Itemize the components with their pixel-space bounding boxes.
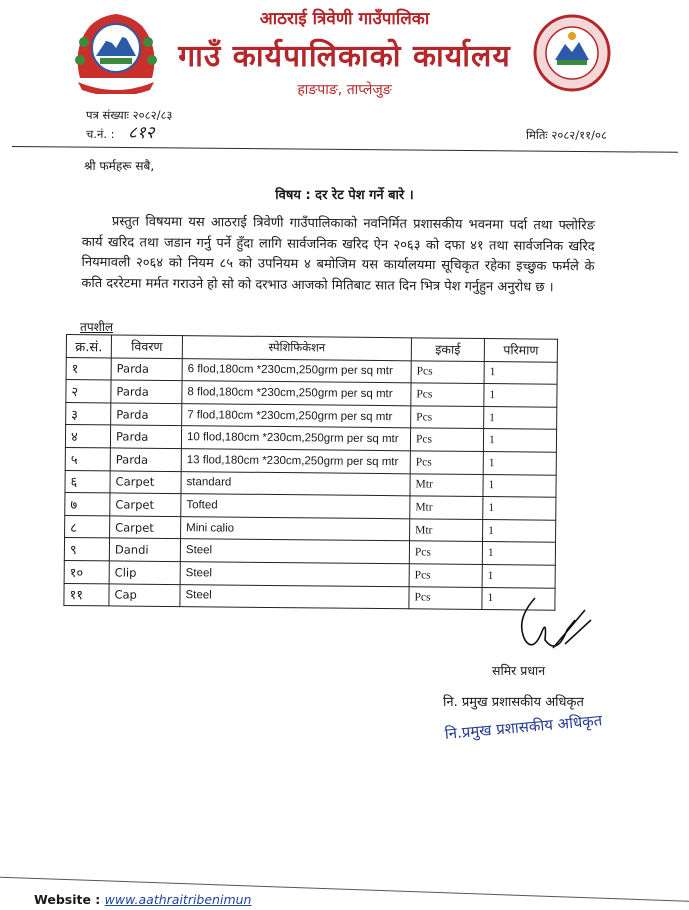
row-description: Parda	[111, 403, 182, 426]
row-description: Parda	[111, 358, 182, 381]
row-specification: 10 flod,180cm *230cm,250grm per sq mtr	[181, 426, 410, 451]
office-address: हाङपाङ, ताप्लेजुङ	[297, 82, 392, 98]
row-description: Carpet	[110, 493, 181, 516]
website-label: Website :	[34, 892, 101, 907]
row-description: Carpet	[110, 516, 181, 539]
official-stamp: नि.प्रमुख प्रशासकीय अधिकृत	[444, 711, 603, 743]
row-unit: Pcs	[410, 428, 483, 451]
subject-line: विषय : दर रेट पेश गर्ने बारे ।	[275, 188, 414, 203]
row-description: Dandi	[109, 538, 180, 561]
row-quantity: 1	[484, 384, 557, 407]
row-description: Parda	[110, 448, 181, 471]
row-specification: Tofted	[181, 494, 410, 519]
dispatch-number: ८१२	[128, 123, 155, 143]
row-sn: ९	[64, 538, 109, 561]
specification-table	[63, 334, 558, 611]
addressee: श्री फर्महरू सबै,	[84, 159, 155, 173]
body-paragraph: प्रस्तुत विषयमा यस आठराई त्रिवेणी गाउँपालिकाको नवनिर्मित प्रशासकीय भवनमा पर्दा तथा फ्लोरिङ कार्य खरिद तथा जडान गर्नु पर्ने हुँदा लागि सार्वजनिक खरिद ऐन २०६३ को दफा ४१ तथा सार्वजनिक खरिद नियमावली २०६४ को नियम ८५ को उपनियम ४ बमोजिम यस कार्यालयमा सूचिकृत रहेका इच्छुक फर्मले के कति दररेटमा मर्मत गराउने हो सो को दरभाउ आजको मितिबाट सात दिन भित्र पेश गर्नुहुन अनुरोध छ ।	[81, 214, 595, 295]
col-unit: इकाई	[411, 338, 484, 361]
row-specification: standard	[181, 471, 410, 496]
row-quantity: 1	[483, 451, 556, 474]
row-specification: Steel	[180, 584, 409, 609]
row-sn: ४	[65, 425, 110, 448]
details-label: तपशील	[80, 320, 114, 334]
row-unit: Pcs	[410, 451, 483, 474]
header-divider	[12, 146, 678, 153]
row-description: Carpet	[110, 470, 181, 493]
row-specification: 6 flod,180cm *230cm,250grm per sq mtr	[182, 358, 411, 383]
row-specification: Steel	[180, 539, 409, 564]
col-description: विवरण	[111, 335, 182, 358]
footer-website	[34, 892, 251, 907]
letter-date: मितिः २०८२/११/०८	[526, 128, 607, 142]
municipality-name: आठराई त्रिवेणी गाउँपालिका	[259, 9, 430, 29]
row-unit: Mtr	[410, 496, 483, 519]
row-sn: १०	[64, 560, 109, 583]
row-sn: ८	[65, 515, 110, 538]
row-specification: Steel	[180, 562, 409, 587]
signature-icon	[505, 590, 595, 660]
row-unit: Pcs	[411, 406, 484, 429]
row-quantity: 1	[484, 406, 557, 429]
row-unit: Mtr	[410, 519, 483, 542]
row-quantity: 1	[483, 474, 556, 497]
table-row	[64, 583, 555, 610]
col-quantity: परिमाण	[484, 339, 557, 362]
row-quantity: 1	[483, 497, 556, 520]
row-unit: Pcs	[409, 541, 482, 564]
row-specification: 8 flod,180cm *230cm,250grm per sq mtr	[182, 381, 411, 406]
row-quantity: 1	[484, 361, 557, 384]
row-sn: २	[66, 380, 111, 403]
row-sn: ७	[65, 493, 110, 516]
row-unit: Mtr	[410, 473, 483, 496]
office-title: गाउँ कार्यपालिकाको कार्यालय	[178, 39, 511, 74]
website-link[interactable]: www.aathraitribenimun	[104, 892, 252, 907]
dispatch-label: च.नं. :	[86, 127, 115, 141]
col-specification: स्पेशिफिकेशन	[182, 336, 411, 361]
row-unit: Pcs	[411, 360, 484, 383]
row-description: Parda	[110, 425, 181, 448]
signatory-title: नि. प्रमुख प्रशासकीय अधिकृत	[443, 695, 584, 710]
row-description: Cap	[109, 583, 180, 606]
row-quantity: 1	[483, 429, 556, 452]
signatory-name: समिर प्रधान	[492, 663, 546, 678]
row-quantity: 1	[483, 519, 556, 542]
row-specification: 13 flod,180cm *230cm,250grm per sq mtr	[181, 449, 410, 474]
row-specification: 7 flod,180cm *230cm,250grm per sq mtr	[182, 403, 411, 428]
row-quantity: 1	[482, 587, 555, 610]
row-description: Parda	[111, 380, 182, 403]
row-sn: ६	[65, 470, 110, 493]
letter-number: पत्र संख्याः २०८२/८३	[86, 108, 173, 122]
row-sn: ५	[65, 447, 110, 470]
row-sn: ३	[66, 402, 111, 425]
row-unit: Pcs	[411, 383, 484, 406]
row-description: Clip	[109, 561, 180, 584]
row-unit: Pcs	[409, 564, 482, 587]
row-specification: Mini calio	[181, 516, 410, 541]
row-unit: Pcs	[409, 586, 482, 609]
row-quantity: 1	[482, 564, 555, 587]
col-sn: क्र.सं.	[66, 335, 111, 358]
row-sn: १	[66, 357, 111, 380]
row-sn: ११	[64, 583, 109, 606]
row-quantity: 1	[482, 542, 555, 565]
